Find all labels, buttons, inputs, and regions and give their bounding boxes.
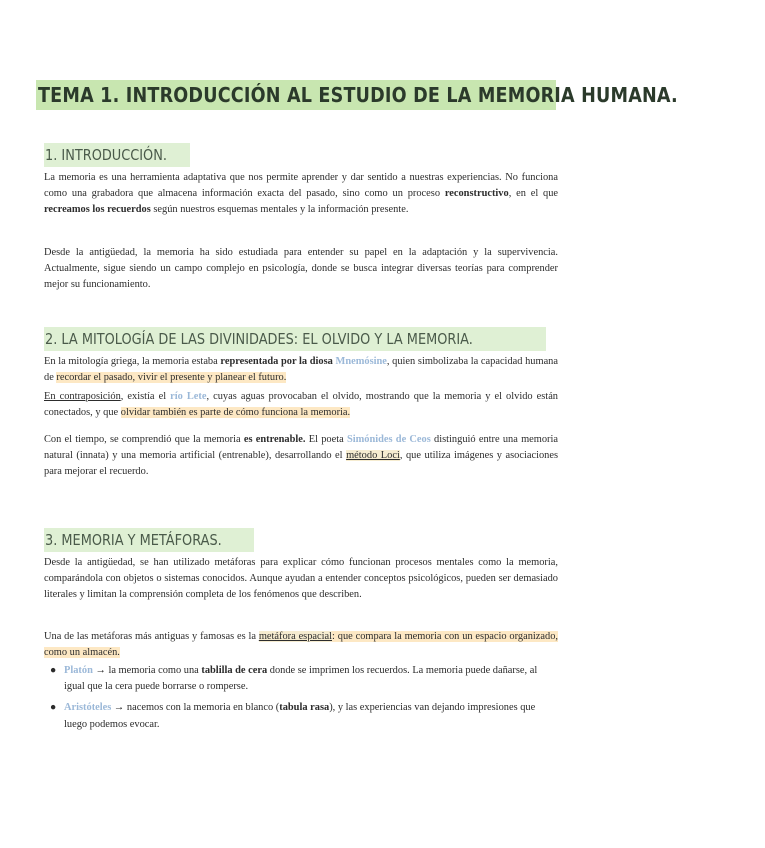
bullet-icon: ● [50,665,57,676]
paragraph-mitologia-1: En la mitología griega, la memoria estaba representada por la diosa Mnemósine, quien simbolizaba la capacidad humana de recordar el pasado, vivir el presente y planear el futuro. [44,356,558,384]
section-heading-metaforas: 3. MEMORIA Y METÁFORAS. [44,528,254,552]
paragraph-intro-2: Desde la antigüedad, la memoria ha sido estudiada para entender su papel en la adaptación y la supervivencia. Actualmente, sigue siendo un campo complejo en psicología, donde se busca integrar diversas teorías para comprender mejor su funcionamiento. [44,247,558,291]
list-item: ● Platón → la memoria como una tablilla de cera donde se imprimen los recuerdos. La memoria puede dañarse, al igual que la cera puede borrarse o romperse. [50,665,538,693]
metaphor-list [44,663,558,738]
paragraph-mitologia-2: En contraposición, existía el río Lete, cuyas aguas provocaban el olvido, mostrando que la memoria y el olvido están conectados, y que olvidar también es parte de cómo funciona la memoria. [44,391,559,419]
paragraph-metaforas-1: Desde la antigüedad, se han utilizado metáforas para explicar cómo funcionan procesos mentales como la memoria, comparándola con objetos o sistemas conocidos. Aunque ayudan a entender conceptos psicológicos, pueden ser demasiado literales y limitan la comprensión completa de los fenómenos que describen. [44,557,558,601]
paragraph-metaforas-2: Una de las metáforas más antiguas y famosas es la metáfora espacial: que compara la memoria con un espacio organizado, como un almacén. [44,631,558,659]
list-item: ● Aristóteles → nacemos con la memoria en blanco (tabula rasa), y las experiencias van dejando impresiones que luego podemos evocar. [50,702,536,730]
paragraph-intro-1: La memoria es una herramienta adaptativa que nos permite aprender y dar sentido a nuestras experiencias. No funciona como una grabadora que almacena información exacta del pasado, sino como un proceso reconstructivo, en el que recreamos los recuerdos según nuestros esquemas mentales y la información presente. [44,172,559,216]
section-heading-mitologia: 2. LA MITOLOGÍA DE LAS DIVINIDADES: EL OLVIDO Y LA MEMORIA. [44,327,546,351]
section-heading-introduccion: 1. INTRODUCCIÓN. [44,143,190,167]
paragraph-mitologia-3: Con el tiempo, se comprendió que la memoria es entrenable. El poeta Simónides de Ceos distinguió entre una memoria natural (innata) y una memoria artificial (entrenable), desarrollando el método Loci, que utiliza imágenes y asociaciones para mejorar el recuerdo. [44,434,559,478]
bullet-icon: ● [50,702,57,714]
page-title: TEMA 1. INTRODUCCIÓN AL ESTUDIO DE LA MEMORIA HUMANA. [36,80,556,110]
